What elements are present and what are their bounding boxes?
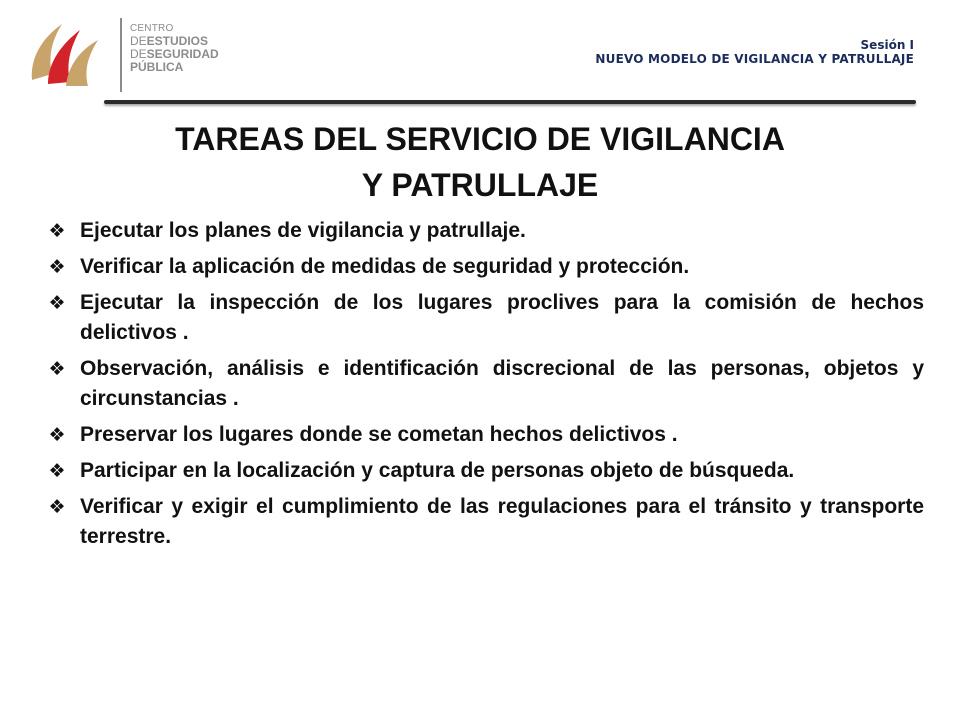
slide-title-line-1: TAREAS DEL SERVICIO DE VIGILANCIA [175, 121, 785, 157]
session-label: Sesión I [860, 38, 914, 52]
task-text: Preservar los lugares donde se cometan hechos delictivos . [80, 423, 678, 446]
diamond-bullet-icon: ❖ [48, 496, 66, 518]
header-divider [104, 100, 916, 104]
task-text: Verificar y exigir el cumplimiento de las regulaciones para el tránsito y transporte terrestre. [80, 495, 924, 548]
task-list [44, 216, 924, 558]
diamond-bullet-icon: ❖ [48, 220, 66, 242]
logo-emblem-icon [22, 10, 112, 100]
task-text: Ejecutar los planes de vigilancia y patrullaje. [80, 219, 526, 242]
session-subtitle: NUEVO MODELO DE VIGILANCIA Y PATRULLAJE [595, 52, 914, 66]
task-item [44, 354, 924, 414]
logo-line-1: CENTRO [130, 23, 174, 34]
task-item [44, 216, 924, 246]
task-item [44, 420, 924, 450]
task-text: Ejecutar la inspección de los lugares proclives para la comisión de hechos delictivos . [80, 291, 924, 344]
slide-title [0, 116, 960, 208]
diamond-bullet-icon: ❖ [48, 460, 66, 482]
logo-line-3: DESEGURIDAD [130, 47, 219, 61]
diamond-bullet-icon: ❖ [48, 292, 66, 314]
task-item [44, 456, 924, 486]
diamond-bullet-icon: ❖ [48, 256, 66, 278]
diamond-bullet-icon: ❖ [48, 358, 66, 380]
logo [22, 10, 219, 100]
session-header [595, 38, 914, 66]
logo-line-4: PÚBLICA [130, 60, 184, 74]
task-text: Participar en la localización y captura de personas objeto de búsqueda. [80, 459, 795, 482]
task-item [44, 252, 924, 282]
diamond-bullet-icon: ❖ [48, 424, 66, 446]
logo-wordmark [130, 22, 219, 74]
slide-title-line-2: Y PATRULLAJE [361, 167, 599, 203]
task-text: Verificar la aplicación de medidas de seguridad y protección. [80, 255, 690, 278]
task-item [44, 288, 924, 348]
task-text: Observación, análisis e identificación discrecional de las personas, objetos y circunstancias . [80, 357, 924, 410]
logo-divider [120, 18, 122, 92]
logo-line-2: DEESTUDIOS [130, 34, 209, 48]
task-item [44, 492, 924, 552]
